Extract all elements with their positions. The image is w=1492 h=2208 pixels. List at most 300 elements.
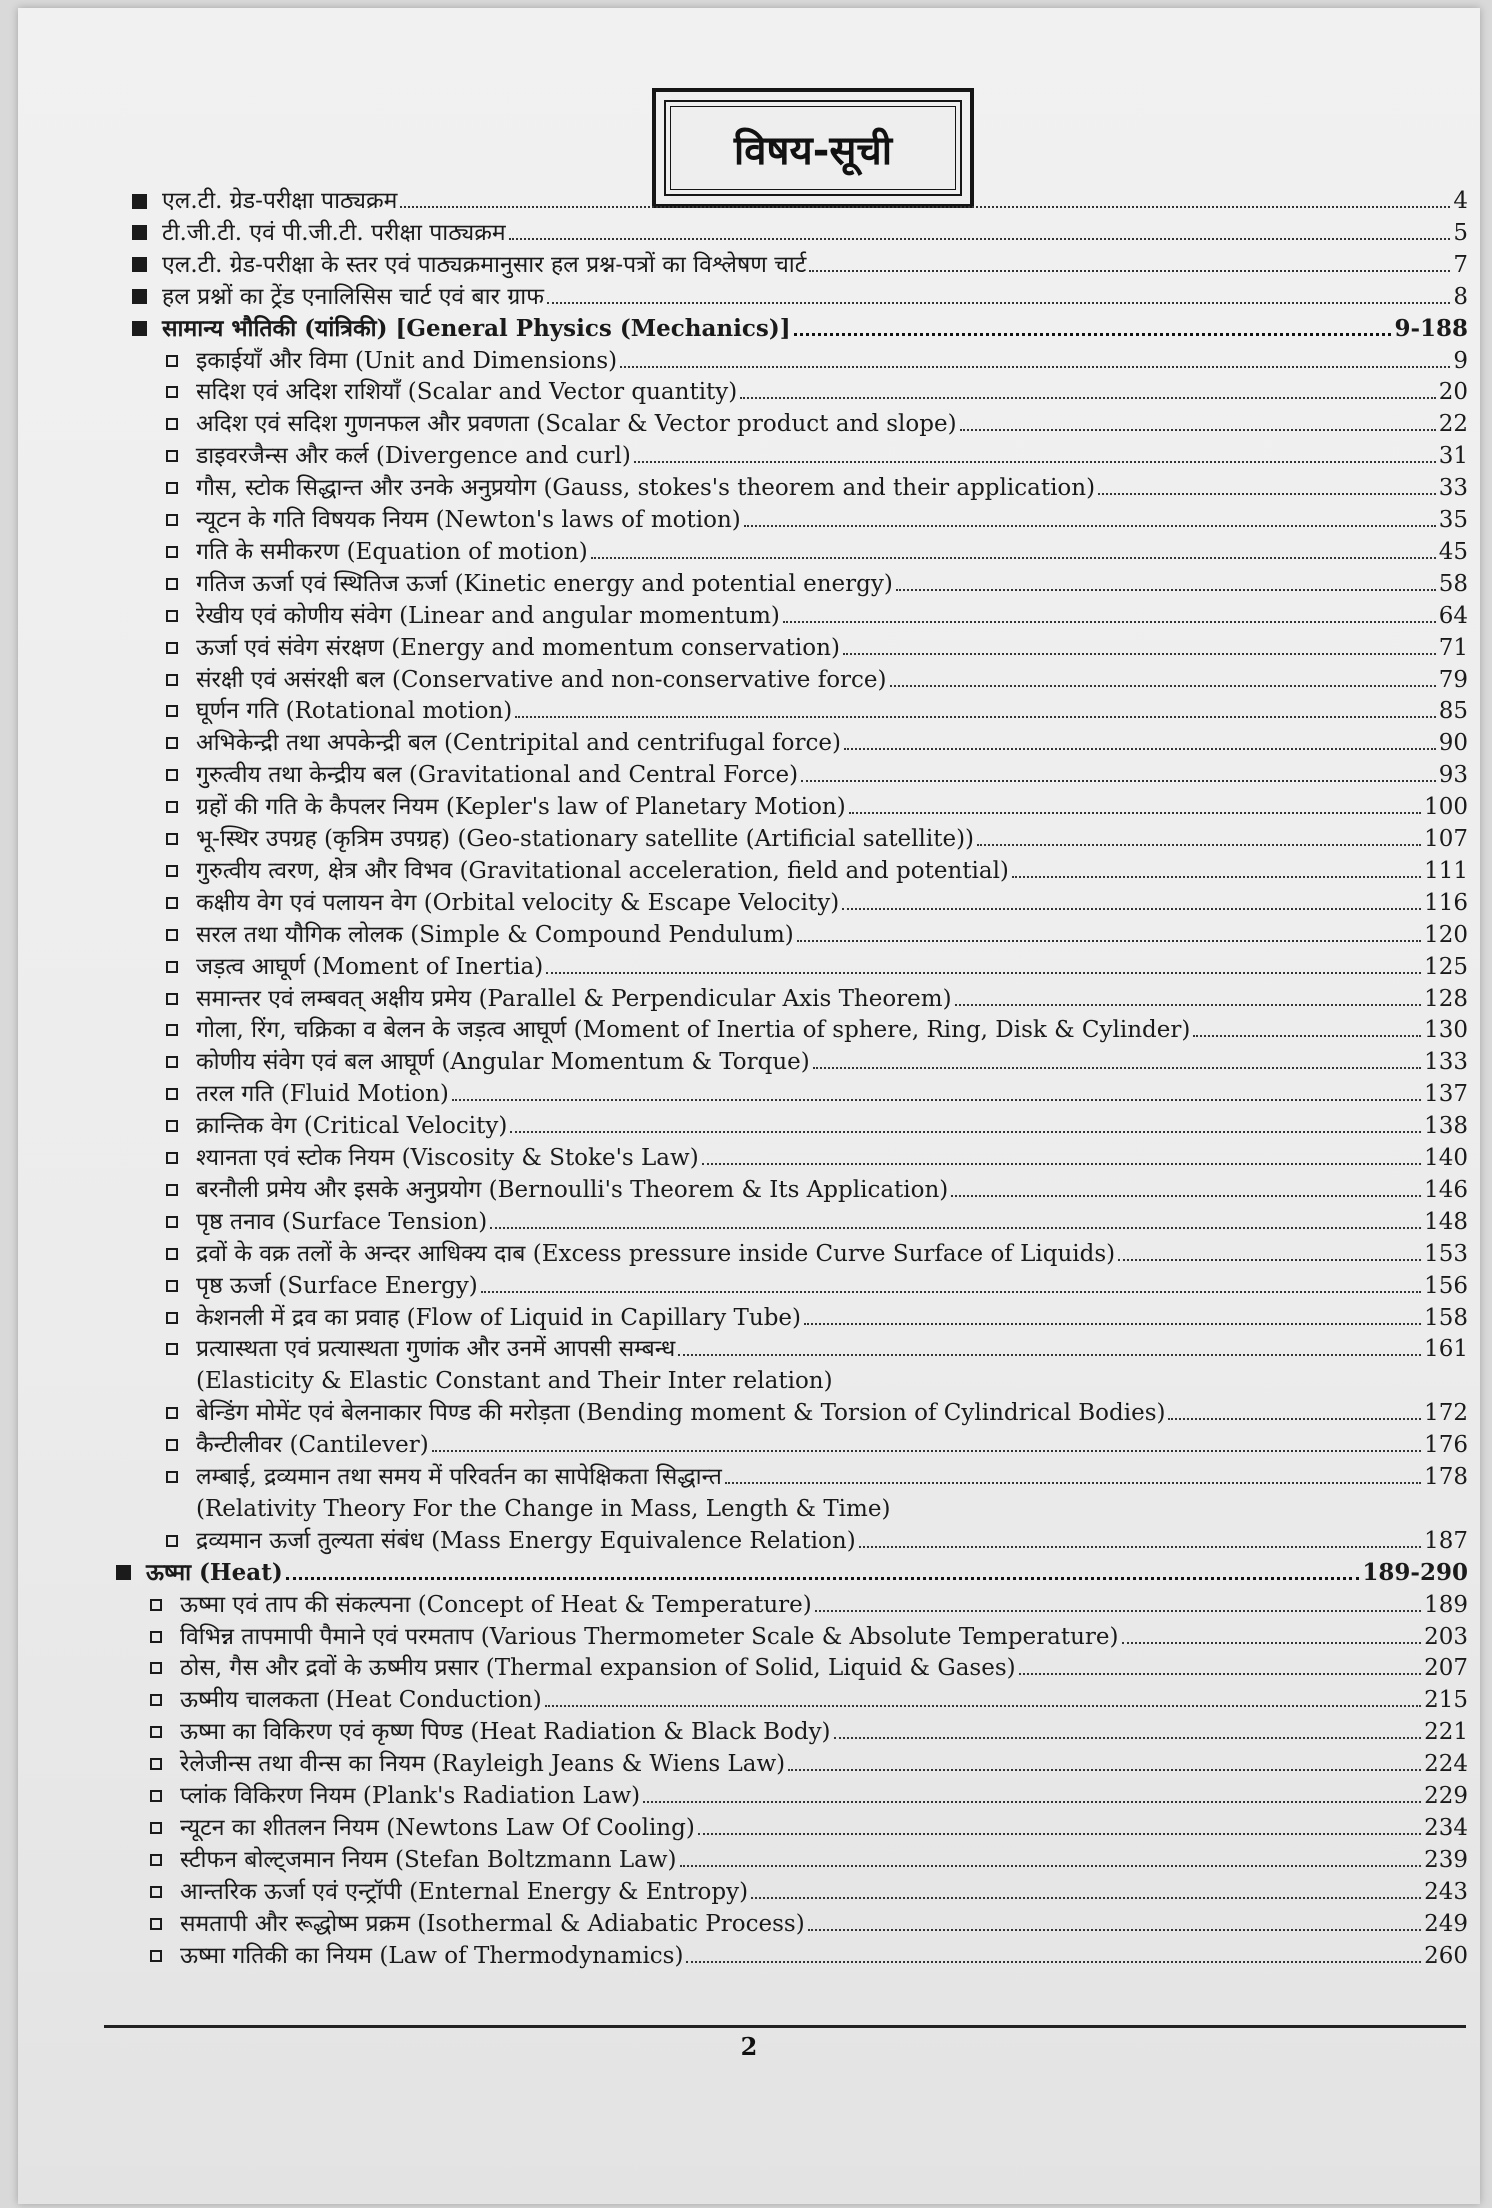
open-square-icon [150,1758,162,1770]
entry-title: केशनली में द्रव का प्रवाह (Flow of Liquid in Capillary Tube) [196,1304,802,1331]
dot-leader [643,1801,1421,1803]
dot-leader [515,716,1435,718]
entry-page: 189 [1424,1591,1468,1618]
dot-leader [794,333,1392,336]
entry-title: समान्तर एवं लम्बवत् अक्षीय प्रमेय (Parallel & Perpendicular Axis Theorem) [196,985,952,1012]
dot-leader [788,1769,1421,1771]
toc-entry [166,1239,1468,1269]
entry-title: हल प्रश्नों का ट्रेंड एनालिसिस चार्ट एवं बार ग्राफ [162,283,544,310]
dot-leader [1019,1673,1421,1675]
entry-title: गुरुत्वीय त्वरण, क्षेत्र और विभव (Gravitational acceleration, field and potential) [196,857,1009,884]
bullet-marker [166,856,196,886]
toc-entry [150,1685,1468,1715]
entry-title: ग्रहों की गति के कैपलर नियम (Kepler's law of Planetary Motion) [196,794,846,821]
entry-page: 178 [1424,1464,1468,1490]
entry-page: 107 [1424,826,1468,852]
entry-page: 79 [1438,666,1468,693]
bullet-marker [132,186,162,216]
toc-entry [150,1877,1468,1907]
dot-leader [547,302,1450,304]
dot-leader [1012,876,1421,878]
bullet-marker [150,1877,180,1907]
bullet-marker [150,1781,180,1811]
toc-entry [166,1398,1468,1428]
entry-title-continuation: (Relativity Theory For the Change in Mass, Length & Time) [196,1495,891,1522]
bullet-marker [166,441,196,471]
entry-page: 133 [1424,1049,1468,1076]
dot-leader [801,780,1436,782]
entry-title: आन्तरिक ऊर्जा एवं एन्ट्रॉपी (Enternal Energy & Entropy) [180,1878,749,1905]
dot-leader [620,366,1450,368]
entry-title: ऊर्जा एवं संवेग संरक्षण (Energy and momentum conservation) [196,634,840,661]
toc-entry [166,1015,1468,1045]
open-square-icon [166,993,178,1005]
dot-leader [1098,493,1436,495]
entry-page: 140 [1424,1145,1468,1171]
open-square-icon [150,1822,162,1834]
entry-title: टी.जी.टी. एवं पी.जी.टी. परीक्षा पाठ्यक्रम [162,219,506,246]
open-square-icon [150,1886,162,1898]
dot-leader [509,238,1451,240]
entry-page: 161 [1424,1336,1468,1363]
entry-title: रेखीय एवं कोणीय संवेग (Linear and angular momentum) [196,602,780,629]
entry-title: द्रव्यमान ऊर्जा तुल्यता संबंध (Mass Energy Equivalence Relation) [196,1527,856,1554]
toc-entry [166,824,1468,854]
bullet-marker [150,1717,180,1747]
dot-leader [432,1450,1421,1452]
bullet-marker [166,1015,196,1045]
entry-page: 120 [1424,921,1468,948]
bullet-marker [166,920,196,950]
entry-page: 5 [1453,219,1468,246]
entry-title: जड़त्व आघूर्ण (Moment of Inertia) [196,953,544,980]
entry-title: बेन्डिंग मोमेंट एवं बेलनाकार पिण्ड की मरोड़ता (Bending moment & Torsion of Cylindrical Bodies) [196,1400,1166,1427]
dot-leader [809,270,1450,272]
bullet-marker [150,1909,180,1939]
toc-entry [166,1047,1468,1077]
filled-square-icon [132,289,147,304]
dot-leader [286,1577,1360,1580]
entry-page: 234 [1424,1814,1468,1841]
dot-leader [955,1004,1422,1006]
toc-entry [166,952,1468,982]
bullet-marker [166,1079,196,1109]
dot-leader [1118,1259,1421,1261]
dot-leader [680,1865,1422,1867]
dot-leader [804,1323,1421,1325]
page-title: विषय-सूची [733,127,893,174]
bullet-marker [166,1239,196,1269]
dot-leader [510,1131,1421,1133]
entry-title: श्यानता एवं स्टोक नियम (Viscosity & Stoke's Law) [196,1145,699,1171]
toc-entry [166,665,1468,695]
entry-page: 176 [1424,1432,1468,1459]
open-square-icon [166,1343,178,1355]
dot-leader [1193,1035,1421,1037]
bullet-marker [132,282,162,312]
toc-entry [166,505,1468,535]
toc-entry [132,250,1468,280]
toc-entry [166,984,1468,1014]
toc-entry [166,1430,1468,1460]
toc-entry [150,1813,1468,1843]
toc-entry [150,1653,1468,1683]
entry-title: अदिश एवं सदिश गुणनफल और प्रवणता (Scalar & Vector product and slope) [196,411,957,438]
entry-page: 221 [1424,1719,1468,1746]
open-square-icon [166,1280,178,1292]
entry-page: 93 [1438,762,1468,789]
toc-entry [166,1526,1468,1556]
dot-leader [725,1482,1421,1484]
entry-title: तरल गति (Fluid Motion) [196,1081,449,1108]
entry-title: क्रान्तिक वेग (Critical Velocity) [196,1113,508,1140]
bullet-marker [166,1271,196,1301]
entry-title: कक्षीय वेग एवं पलायन वेग (Orbital velocity & Escape Velocity) [196,889,840,916]
dot-leader [1122,1642,1422,1644]
toc-entry [166,473,1468,503]
entry-page: 111 [1424,857,1468,884]
dot-leader [1168,1418,1421,1420]
bullet-marker [166,792,196,822]
toc-entry [166,1111,1468,1141]
dot-leader [813,1067,1421,1069]
bullet-marker [150,1813,180,1843]
entry-title: सामान्य भौतिकी (यांत्रिकी) [General Physics (Mechanics)] [162,314,791,342]
entry-page: 4 [1453,188,1468,214]
toc-entry [166,1207,1468,1237]
toc-entry [166,1271,1468,1301]
bullet-marker [166,377,196,407]
bullet-marker [132,218,162,248]
toc-entry [150,1590,1468,1620]
filled-square-icon [132,194,147,209]
entry-page: 187 [1424,1527,1468,1554]
open-square-icon [150,1694,162,1706]
open-square-icon [166,674,178,686]
toc-entry [166,696,1468,726]
entry-page: 8 [1453,283,1468,310]
open-square-icon [150,1950,162,1962]
bullet-marker [166,888,196,918]
entry-page: 58 [1438,570,1468,597]
entry-page: 249 [1424,1910,1468,1937]
toc-entry [166,569,1468,599]
toc-entry [150,1909,1468,1939]
dot-leader [797,940,1421,942]
entry-title: गतिज ऊर्जा एवं स्थितिज ऊर्जा (Kinetic energy and potential energy) [196,570,893,597]
document-page [18,8,1480,2204]
entry-title: द्रवों के वक्र तलों के अन्दर आधिक्य दाब (Excess pressure inside Curve Surface of Liquids) [196,1240,1116,1267]
dot-leader [951,1195,1421,1197]
entry-page: 207 [1424,1655,1468,1682]
open-square-icon [166,642,178,654]
entry-page: 45 [1438,538,1468,565]
entry-title: डाइवरजैन्स और कर्ल (Divergence and curl) [196,443,631,470]
entry-page: 229 [1424,1783,1468,1809]
entry-page: 156 [1424,1272,1468,1299]
toc-entry [166,760,1468,790]
entry-title: न्यूटन के गति विषयक नियम (Newton's laws of motion) [196,507,741,533]
entry-page: 71 [1438,634,1468,661]
toc-entry [166,792,1468,822]
open-square-icon [166,418,178,430]
entry-title-continuation: (Elasticity & Elastic Constant and Their Inter relation) [196,1368,833,1395]
dot-leader [849,812,1421,814]
entry-title: ऊष्मीय चालकता (Heat Conduction) [180,1687,542,1714]
dot-leader [977,844,1421,846]
entry-page: 137 [1424,1081,1468,1108]
dot-leader [843,653,1436,655]
bullet-marker [150,1622,180,1652]
bullet-marker [166,1111,196,1141]
open-square-icon [166,1152,178,1164]
open-square-icon [166,386,178,398]
entry-page: 146 [1424,1176,1468,1203]
entry-page: 243 [1424,1878,1468,1905]
toc-entry [150,1717,1468,1747]
entry-title: रेलेजीन्स तथा वीन्स का नियम (Rayleigh Jeans & Wiens Law) [180,1751,786,1778]
dot-leader [546,972,1421,974]
entry-page: 7 [1453,251,1468,278]
entry-title: पृष्ठ तनाव (Surface Tension) [196,1208,488,1235]
open-square-icon [166,355,178,367]
toc-entry [150,1749,1468,1779]
open-square-icon [166,769,178,781]
dot-leader [844,748,1436,750]
bullet-marker [166,1207,196,1237]
open-square-icon [150,1662,162,1674]
dot-leader [808,1929,1421,1931]
toc-entry [166,856,1468,886]
toc-entry [166,377,1468,407]
open-square-icon [150,1790,162,1802]
dot-leader [634,461,1436,463]
open-square-icon [166,1407,178,1419]
entry-title: न्यूटन का शीतलन नियम (Newtons Law Of Cooling) [180,1814,695,1841]
entry-page: 189-290 [1362,1558,1468,1586]
entry-title: ऊष्मा गतिकी का नियम (Law of Thermodynamics) [180,1942,684,1969]
entry-page: 138 [1424,1113,1468,1140]
section-heading [132,314,1468,344]
dot-leader [545,1705,1421,1707]
bullet-marker [166,696,196,726]
toc-entry [166,888,1468,918]
bullet-marker [166,1175,196,1205]
entry-title: ऊष्मा (Heat) [146,1558,283,1586]
dot-leader [896,589,1436,591]
entry-page: 224 [1424,1751,1468,1778]
entry-page: 203 [1424,1623,1468,1650]
dot-leader [751,1897,1421,1899]
open-square-icon [166,1184,178,1196]
entry-title: पृष्ठ ऊर्जा (Surface Energy) [196,1272,478,1299]
dot-leader [744,525,1436,527]
dot-leader [698,1833,1421,1835]
toc-entry [150,1845,1468,1875]
entry-title: गुरुत्वीय तथा केन्द्रीय बल (Gravitational and Central Force) [196,762,799,789]
open-square-icon [166,1439,178,1451]
toc-entry [166,1079,1468,1109]
toc-entry [166,633,1468,663]
entry-title: समतापी और रूद्धोष्म प्रक्रम (Isothermal & Adiabatic Process) [180,1910,805,1937]
toc-entry [166,1303,1468,1333]
toc-entry [150,1781,1468,1811]
open-square-icon [166,578,178,590]
entry-title: कोणीय संवेग एवं बल आघूर्ण (Angular Momentum & Torque) [196,1049,810,1076]
open-square-icon [166,546,178,558]
filled-square-icon [116,1565,131,1580]
entry-page: 215 [1424,1687,1468,1714]
bullet-marker [166,952,196,982]
bullet-marker [150,1845,180,1875]
entry-title: संरक्षी एवं असंरक्षी बल (Conservative and non-conservative force) [196,666,887,693]
bullet-marker [150,1749,180,1779]
entry-page: 239 [1424,1846,1468,1873]
bullet-marker [166,537,196,567]
entry-title: ठोस, गैस और द्रवों के ऊष्मीय प्रसार (Thermal expansion of Solid, Liquid & Gases) [180,1655,1016,1682]
entry-title: ऊष्मा का विकिरण एवं कृष्ण पिण्ड (Heat Radiation & Black Body) [180,1719,831,1746]
dot-leader [678,1354,1421,1356]
bullet-marker [166,633,196,663]
entry-title: अभिकेन्द्री तथा अपकेन्द्री बल (Centripital and centrifugal force) [196,730,841,757]
open-square-icon [166,961,178,973]
bullet-marker [166,1143,196,1173]
bullet-marker [150,1653,180,1683]
bullet-marker [132,314,162,344]
open-square-icon [150,1854,162,1866]
entry-page: 22 [1438,411,1468,438]
entry-title: एल.टी. ग्रेड-परीक्षा के स्तर एवं पाठ्यक्रमानुसार हल प्रश्न-पत्रों का विश्लेषण चार्ट [162,251,807,278]
bullet-marker [166,760,196,790]
open-square-icon [166,1248,178,1260]
filled-square-icon [132,321,147,336]
open-square-icon [166,833,178,845]
toc-entry [166,537,1468,567]
entry-page: 148 [1424,1208,1468,1235]
dot-leader [890,685,1436,687]
entry-title: गोला, रिंग, चक्रिका व बेलन के जड़त्व आघूर्ण (Moment of Inertia of sphere, Ring, Disk & Cylinder) [196,1017,1191,1044]
toc-entry [150,1941,1468,1971]
open-square-icon [150,1726,162,1738]
filled-square-icon [132,225,147,240]
open-square-icon [166,1024,178,1036]
open-square-icon [150,1599,162,1611]
open-square-icon [166,1088,178,1100]
dot-leader [686,1961,1421,1963]
entry-page: 31 [1438,443,1468,470]
entry-title: भू-स्थिर उपग्रह (कृत्रिम उपग्रह) (Geo-stationary satellite (Artificial satellite)) [196,826,975,852]
bullet-marker [166,1047,196,1077]
entry-page: 158 [1424,1304,1468,1331]
open-square-icon [150,1918,162,1930]
open-square-icon [166,929,178,941]
entry-page: 33 [1438,475,1468,502]
dot-leader [702,1163,1421,1165]
open-square-icon [166,1056,178,1068]
bullet-marker [166,728,196,758]
entry-page: 64 [1438,602,1468,629]
entry-page: 90 [1438,730,1468,757]
entry-page: 9 [1453,347,1468,374]
open-square-icon [166,865,178,877]
toc-entry [166,441,1468,471]
entry-page: 260 [1424,1942,1468,1969]
entry-title: प्लांक विकिरण नियम (Plank's Radiation Law) [180,1783,641,1809]
section-heading [116,1558,1468,1588]
bullet-marker [166,1462,196,1492]
dot-leader [842,908,1421,910]
bullet-marker [132,250,162,280]
dot-leader [834,1737,1422,1739]
entry-title: विभिन्न तापमापी पैमाने एवं परमताप (Various Thermometer Scale & Absolute Temperature) [180,1623,1119,1650]
entry-page: 128 [1424,985,1468,1012]
entry-page: 20 [1438,379,1468,406]
bullet-marker [166,1398,196,1428]
bullet-marker [166,1334,196,1364]
dot-leader [859,1546,1421,1548]
open-square-icon [166,1471,178,1483]
open-square-icon [166,1120,178,1132]
toc-entry [132,218,1468,248]
bullet-marker [150,1941,180,1971]
dot-leader [400,206,1450,208]
entry-page: 116 [1424,889,1468,916]
bottom-rule [104,2025,1466,2028]
entry-title: गौस, स्टोक सिद्धान्त और उनके अनुप्रयोग (Gauss, stokes's theorem and their application) [196,475,1096,502]
open-square-icon [166,705,178,717]
open-square-icon [166,801,178,813]
toc-entry [150,1622,1468,1652]
bullet-marker [166,601,196,631]
open-square-icon [166,514,178,526]
toc-entry [132,186,1468,216]
entry-page: 125 [1424,953,1468,980]
bullet-marker [166,346,196,376]
open-square-icon [166,1535,178,1547]
entry-title: इकाईयाँ और विमा (Unit and Dimensions) [196,347,618,374]
entry-title: प्रत्यास्थता एवं प्रत्यास्थता गुणांक और उनमें आपसी सम्बन्ध [196,1336,676,1363]
bullet-marker [166,569,196,599]
dot-leader [481,1291,1421,1293]
entry-title: घूर्णन गति (Rotational motion) [196,698,513,725]
bullet-marker [150,1590,180,1620]
entry-title: ऊष्मा एवं ताप की संकल्पना (Concept of Heat & Temperature) [180,1591,812,1618]
entry-title: सरल तथा यौगिक लोलक (Simple & Compound Pendulum) [196,921,794,948]
entry-title: सदिश एवं अदिश राशियाँ (Scalar and Vector quantity) [196,379,738,406]
toc-entry [166,1175,1468,1205]
bullet-marker [166,505,196,535]
open-square-icon [166,1312,178,1324]
toc-entry [166,920,1468,950]
entry-page: 130 [1424,1017,1468,1044]
bullet-marker [166,824,196,854]
dot-leader [740,397,1435,399]
page-number: 2 [740,2032,758,2061]
toc-entry [166,601,1468,631]
dot-leader [960,429,1436,431]
dot-leader [591,557,1436,559]
toc-entry [166,409,1468,439]
entry-page: 85 [1438,698,1468,725]
bullet-marker [166,665,196,695]
open-square-icon [166,1216,178,1228]
toc-entry [166,728,1468,758]
entry-title: बरनौली प्रमेय और इसके अनुप्रयोग (Bernoulli's Theorem & Its Application) [196,1176,949,1203]
entry-title: स्टीफन बोल्ट्जमान नियम (Stefan Boltzmann Law) [180,1846,677,1873]
entry-title: लम्बाई, द्रव्यमान तथा समय में परिवर्तन का सापेक्षिकता सिद्धान्त [196,1464,722,1490]
bullet-marker [166,409,196,439]
entry-title: एल.टी. ग्रेड-परीक्षा पाठ्यक्रम [162,188,398,214]
